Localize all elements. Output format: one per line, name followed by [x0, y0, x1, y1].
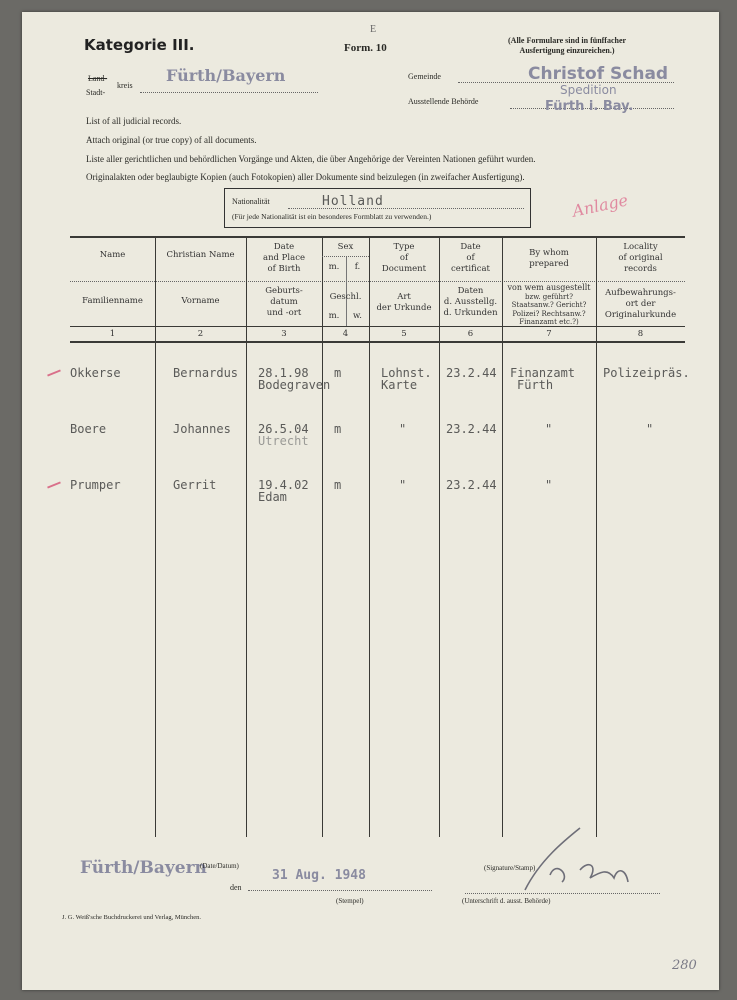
col2-de: Vorname: [181, 296, 220, 306]
row3-first: Gerrit: [173, 478, 217, 492]
instruction-line-4: Originalakten oder beglaubigte Kopien (auch Fotokopien) aller Dokumente sind beizulegen (in zweifacher Ausfertigung).: [86, 172, 525, 182]
col7-en1: By whom: [529, 248, 569, 258]
pencil-mark: Anlage: [570, 190, 630, 221]
col-divider-7: [596, 237, 597, 837]
copies-note: [508, 36, 626, 56]
row1-date: 23.2.44: [446, 366, 497, 380]
row1-birth-place: Bodegraven: [258, 378, 331, 392]
col4-dw: w.: [353, 311, 362, 321]
col5-en3: Document: [381, 264, 427, 274]
sex-subheader-line: [322, 256, 369, 257]
form-superscript: E: [370, 24, 377, 35]
col-divider-3: [322, 237, 323, 837]
col7-de4: Polizei? Rechtsanw.?: [512, 309, 586, 318]
table-top-border: [70, 236, 685, 238]
row3-sex: m: [334, 478, 342, 492]
company-stamp-line3: Fürth i. Bay.: [545, 99, 634, 114]
row1-name: Okkerse: [70, 366, 121, 380]
landkreis-stamp: Fürth/Bayern: [166, 66, 286, 85]
row1-birth-date: 28.1.98: [258, 366, 309, 380]
row1-sex: m: [334, 366, 342, 380]
col2-num: 2: [197, 329, 204, 339]
col7-en2: prepared: [529, 259, 569, 269]
col6-de1: Daten: [457, 286, 484, 296]
col8-de3: Originalurkunde: [604, 310, 677, 320]
row2-doc: ": [399, 422, 407, 436]
table-number-divider: [70, 341, 685, 343]
col8-header-de: [596, 288, 685, 321]
stempel-label: (Stempel): [336, 897, 364, 905]
col7-header: [502, 248, 596, 270]
col5-header-de: [369, 292, 439, 314]
handwritten-signature: [510, 820, 640, 900]
row1-by: Finanzamt: [510, 366, 576, 380]
copies-note-line1: (Alle Formulare sind in fünffacher: [508, 36, 627, 45]
col6-en1: Date: [460, 242, 481, 252]
instruction-line-1: List of all judicial records.: [86, 116, 182, 126]
den-label: den: [230, 883, 242, 892]
page-note: 280: [672, 958, 697, 973]
row3-by: ": [545, 478, 553, 492]
row1-loc: Polizeipräs.: [603, 366, 690, 380]
col2-en: Christian Name: [166, 250, 235, 260]
col7-de1: von wem ausgestellt: [507, 283, 591, 292]
landkreis-line: [140, 92, 318, 93]
col1-num: 1: [109, 329, 116, 339]
row3-doc: ": [399, 478, 407, 492]
landkreis-suffix: kreis: [117, 81, 133, 90]
col2-header: [155, 250, 246, 261]
col3-en2: and Place: [263, 253, 305, 263]
col3-de1: Geburts-: [265, 286, 303, 296]
col5-en1: Type: [393, 242, 415, 252]
col6-de3: d. Urkunden: [443, 308, 498, 318]
date-line: [248, 890, 432, 891]
instruction-line-2: Attach original (or true copy) of all documents.: [86, 135, 257, 145]
col3-en1: Date: [273, 242, 295, 252]
col8-de2: ort der: [625, 299, 656, 309]
signature-sub: (Unterschrift d. ausst. Behörde): [462, 897, 551, 905]
col-divider-1: [155, 237, 156, 837]
signature-label: (Signature/Stamp): [484, 864, 536, 872]
row2-birth-date: 26.5.04: [258, 422, 309, 436]
company-stamp-line2: Spedition: [560, 83, 617, 97]
copies-note-line2: Ausfertigung einzureichen.): [519, 46, 615, 55]
col5-num: 5: [401, 329, 407, 339]
col8-en1: Locality: [623, 242, 658, 252]
nationality-value: Holland: [322, 194, 384, 209]
printer-credit: J. G. Weiß'sche Buchdruckerei und Verlag, München.: [62, 914, 202, 921]
row2-date: 23.2.44: [446, 422, 497, 436]
date-stamp: 31 Aug. 1948: [272, 868, 366, 883]
col2-header-de: [155, 296, 246, 307]
row1-doc: Lohnst.: [381, 366, 432, 380]
col4-num: 4: [342, 329, 349, 339]
col5-en2: of: [399, 253, 409, 263]
col3-de2: datum: [270, 297, 298, 307]
row2-by: ": [545, 422, 553, 436]
col-divider-5: [439, 237, 440, 837]
nationality-label: Nationalität: [232, 197, 270, 206]
table-lang-divider: [70, 281, 685, 282]
col4-en: Sex: [337, 242, 354, 252]
col-divider-4: [369, 237, 370, 837]
city-stamp: Fürth/Bayern: [80, 858, 207, 878]
col7-header-de: [502, 284, 596, 327]
col3-header-de: [246, 286, 322, 319]
col1-header-de: [70, 296, 155, 307]
row2-birth-place: Utrecht: [258, 434, 309, 448]
col6-de2: d. Ausstellg.: [443, 297, 498, 307]
row2-loc: ": [646, 422, 654, 436]
row1-first: Bernardus: [173, 366, 239, 380]
row3-name: Prumper: [70, 478, 121, 492]
gemeinde-label: Gemeinde: [408, 72, 441, 81]
col6-en2: of: [466, 253, 475, 263]
nationality-line: [288, 208, 524, 209]
col3-header: [246, 242, 322, 275]
col5-header: [369, 242, 439, 275]
col1-en: Name: [99, 250, 126, 260]
landkreis-label-top: Land-: [88, 74, 108, 83]
row2-first: Johannes: [173, 422, 231, 436]
col3-num: 3: [281, 329, 287, 339]
col4-f: f.: [354, 262, 361, 272]
col5-de1: Art: [397, 292, 411, 302]
col4-m: m.: [328, 262, 340, 272]
col-divider-6: [502, 237, 503, 837]
row1-doc2: Karte: [381, 378, 418, 392]
nationality-note: (Für jede Nationalität ist ein besonderes Formblatt zu verwenden.): [232, 212, 432, 221]
col1-header: [70, 250, 155, 261]
col8-header: [596, 242, 685, 275]
col4-dm: m.: [328, 311, 340, 321]
col1-de: Familienname: [82, 296, 143, 306]
row2-sex: m: [334, 422, 342, 436]
row3-birth-place: Edam: [258, 490, 287, 504]
col7-de5: Finanzamt etc.?): [519, 318, 579, 326]
col6-num: 6: [467, 329, 474, 339]
col-divider-2: [246, 237, 247, 837]
row3-birth-date: 19.4.02: [258, 478, 309, 492]
row1-by2: Fürth: [517, 378, 554, 392]
col8-en2: of original: [618, 253, 663, 263]
col3-de3: und -ort: [266, 308, 302, 318]
col3-en3: of Birth: [267, 264, 301, 274]
col8-en3: records: [624, 264, 657, 274]
col7-num: 7: [546, 329, 552, 339]
date-label: (Date/Datum): [200, 862, 239, 870]
form-number: Form. 10: [344, 42, 387, 54]
col6-header-de: [439, 286, 502, 319]
row2-name: Boere: [70, 422, 107, 436]
col6-header: [439, 242, 502, 275]
row3-date: 23.2.44: [446, 478, 497, 492]
col4-de: Geschl.: [329, 292, 362, 302]
landkreis-label-bottom: Stadt-: [86, 88, 106, 97]
col8-num: 8: [637, 329, 644, 339]
form-category-title: Kategorie III.: [84, 36, 195, 54]
col6-en3: certificat: [451, 264, 490, 274]
behoerde-label: Ausstellende Behörde: [408, 97, 479, 106]
company-stamp-name: Christof Schad: [528, 64, 669, 84]
instruction-line-3: Liste aller gerichtlichen und behördlichen Vorgänge und Akten, die über Angehörige der Vereinten Nationen geführt wurden.: [86, 154, 536, 164]
col7-de3: Staatsanw.? Gericht?: [511, 301, 587, 309]
col8-de1: Aufbewahrungs-: [605, 288, 676, 298]
col5-de2: der Urkunde: [376, 303, 432, 313]
col7-de2: bzw. geführt?: [525, 292, 573, 301]
col4-header: [322, 242, 369, 253]
